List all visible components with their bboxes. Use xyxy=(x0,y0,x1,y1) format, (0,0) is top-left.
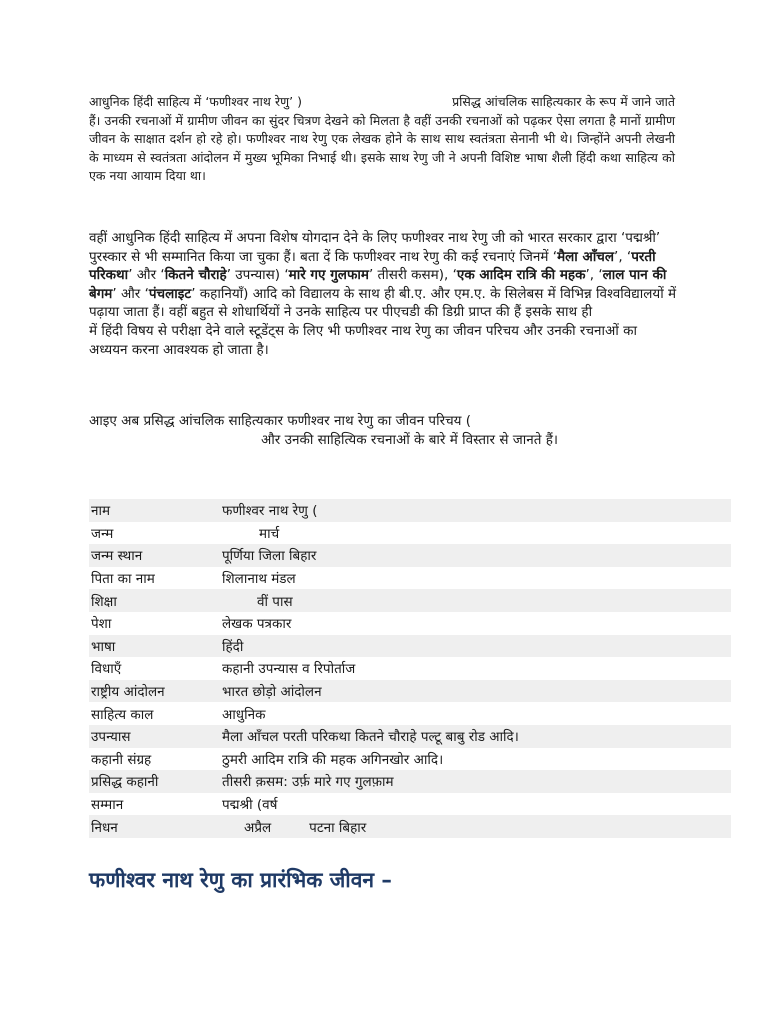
row-label: विधाएँ xyxy=(91,661,122,678)
row-label: भाषा xyxy=(89,635,220,658)
table-row xyxy=(89,612,731,635)
table-row xyxy=(89,725,731,748)
introduction-line xyxy=(89,412,679,450)
row-value xyxy=(220,522,731,545)
table-row xyxy=(89,589,731,612)
row-value-text: मार्च xyxy=(259,525,280,542)
intro-rest: साहित्यकार के रूप में जाने जाते हैं। उनकी रचनाओं में ग्रामीण जीवन का सुंदर चित्रण देखने को मिलता है वहीं उनकी रचनाओं को पढ़कर ऐसा लगता है मानों ग्रामीण जीवन के साक्षात दर्शन हो रहे हो। फणीश्वर नाथ रेणु एक लेखक होने के साथ साथ स्वतंत्रता सेनानी भी थे। जिन्होंने अपनी लेखनी के माध्यम से स्वतंत्रता आंदोलन में मुख्य भूमिका निभाई थी। इसके साथ रेणु जी ने अपनी विशिष्ट भाषा शैली हिंदी कथा साहित्य को एक नया आयाम दिया था। xyxy=(89,94,675,183)
table-row xyxy=(89,680,731,703)
row-value: लेखक पत्रकार xyxy=(222,616,292,633)
row-value: कहानी उपन्यास व रिपोर्ताज xyxy=(222,661,356,678)
intro-line-1b: प्रसिद्ध आंचलिक xyxy=(452,94,527,109)
text-run: वहीं आधुनिक हिंदी साहित्य में अपना विशेष योगदान देने के लिए फणीश्वर नाथ रेणु जी को भारत सरकार द्वारा ‘पद्मश्री’ पुरस्कार से भी सम्मानित किया जा चुका हैं। बता दें कि फणीश्वर नाथ रेणु की कई रचनाएं जिनमें ‘ xyxy=(89,230,661,265)
row-label: सम्मान xyxy=(91,797,124,814)
text-run: ’ कहानियाँ) आदि को विद्यालय के साथ ही बी.ए. और एम.ए. के सिलेबस में विभिन्न विश्वविद्यालयों में पढ़ाया जाता हैं। वहीं बहुत से शोधार्थियों ने उनके साहित्य पर पीएचडी की डिग्री प्राप्त की हैं इसके साथ ही xyxy=(89,285,677,321)
row-value: पद्मश्री (वर्ष xyxy=(222,797,278,814)
table-row xyxy=(89,522,731,545)
text-run: ’ उपन्यास) ‘ xyxy=(226,267,289,284)
row-value: मैला आँचल परती परिकथा कितने चौराहे पल्टू बाबु रोड आदि। xyxy=(220,725,731,748)
text-run: ’, ‘ xyxy=(614,248,632,265)
row-label: शिक्षा xyxy=(89,589,220,612)
row-value: पूर्णिया जिला बिहार xyxy=(220,544,731,567)
row-value: भारत छोड़ो आंदोलन xyxy=(220,680,731,703)
row-value: आधुनिक xyxy=(222,706,266,723)
row-label: कहानी संग्रह xyxy=(91,751,152,768)
table-row xyxy=(89,748,731,771)
intro-paragraph xyxy=(89,93,675,186)
story-panchlight: पंचलाइट xyxy=(148,285,192,302)
biography-table xyxy=(89,499,731,838)
row-value: तीसरी क़सम: उर्फ़ मारे गए गुलफ़ाम xyxy=(220,770,731,793)
section-heading: फणीश्वर नाथ रेणु का प्रारंभिक जीवन – xyxy=(89,868,392,892)
row-label: जन्म स्थान xyxy=(89,544,220,567)
table-row xyxy=(89,499,731,522)
row-value-text: वीं पास xyxy=(257,593,293,610)
death-place: पटना बिहार xyxy=(309,819,367,836)
row-label: उपन्यास xyxy=(89,725,220,748)
novel-kitne-chaurahe: कितने चौराहे xyxy=(164,267,227,284)
intro-line-1a: आधुनिक हिंदी साहित्य में ‘फणीश्वर नाथ रेणु’ ) xyxy=(89,94,303,109)
text-run: ’ और ‘ xyxy=(112,285,149,302)
table-row xyxy=(89,544,731,567)
table-row xyxy=(89,567,731,590)
novel-maila-anchal: मैला आँचल xyxy=(557,248,615,265)
row-label: नाम xyxy=(89,499,220,522)
row-label: साहित्य काल xyxy=(91,706,154,723)
row-value: शिलानाथ मंडल xyxy=(222,571,296,588)
intro-text-line-1: आइए अब प्रसिद्ध आंचलिक साहित्यकार फणीश्वर नाथ रेणु का जीवन परिचय ( xyxy=(89,413,472,429)
row-value xyxy=(220,589,731,612)
story-mare-gaye-gulfam: मारे गए गुलफाम xyxy=(288,267,369,284)
table-row xyxy=(89,702,731,725)
intro-text-line-2: और उनकी साहित्यिक रचनाओं के बारे में विस्तार से जानते हैं। xyxy=(261,432,559,448)
contribution-paragraph xyxy=(89,229,679,359)
story-lal-paan-ki-begam: लाल पान की बेगम xyxy=(89,267,667,302)
row-value: ठुमरी आदिम रात्रि की महक अगिनखोर आदि। xyxy=(222,751,444,768)
row-label: निधन xyxy=(89,815,220,838)
row-label: पिता का नाम xyxy=(91,571,155,588)
table-row xyxy=(89,770,731,793)
text-run: में हिंदी विषय से परीक्षा देने वाले स्टूडेंट्स के लिए भी फणीश्वर नाथ रेणु का जीवन परिचय और उनकी रचनाओं का अध्ययन करना आवश्यक हो जाता है। xyxy=(89,322,637,358)
death-month: अप्रैल xyxy=(244,819,272,836)
row-label: प्रसिद्ध कहानी xyxy=(89,770,220,793)
row-value: हिंदी xyxy=(220,635,731,658)
table-row xyxy=(89,635,731,658)
row-label: राष्ट्रीय आंदोलन xyxy=(89,680,220,703)
table-row xyxy=(89,793,731,816)
story-ek-aadim-ratri: एक आदिम रात्रि की महक xyxy=(456,267,586,284)
text-run: ’, ‘ xyxy=(585,267,603,284)
row-label: पेशा xyxy=(91,616,112,633)
row-label: जन्म xyxy=(91,525,114,542)
row-value xyxy=(220,815,731,838)
novel-parti-parikatha: परती परिकथा xyxy=(89,248,656,284)
text-run: ’ तीसरी कसम), ‘ xyxy=(368,267,457,284)
table-row xyxy=(89,815,731,838)
row-value: फणीश्वर नाथ रेणु ( xyxy=(220,499,731,522)
text-run: ’ और ‘ xyxy=(128,267,165,284)
table-row xyxy=(89,657,731,680)
